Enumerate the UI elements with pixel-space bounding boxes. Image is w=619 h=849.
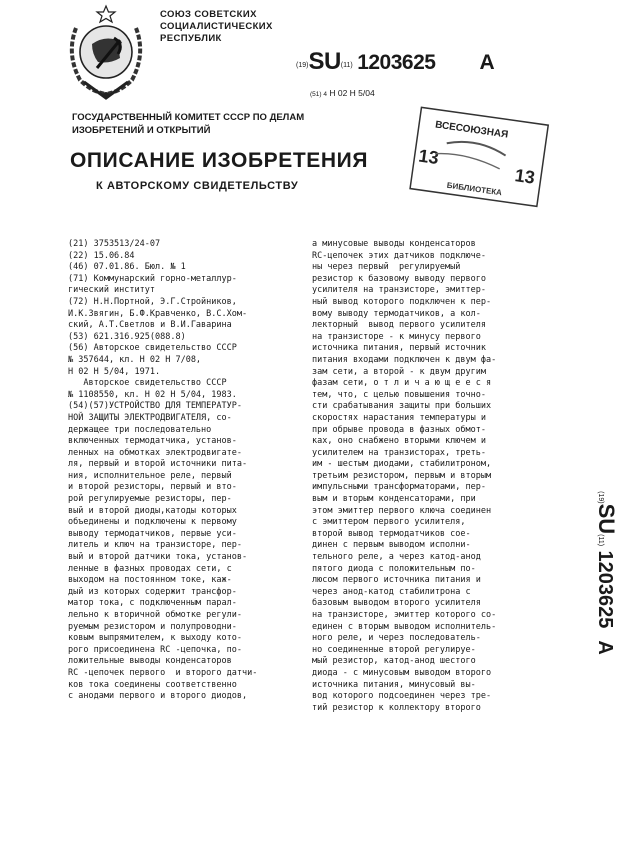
text-line: ля, первый и второй источники пита- <box>68 459 248 470</box>
text-line: (22) 15.06.84 <box>68 250 135 261</box>
text-line: мый резистор, катод-анод шестого <box>312 656 476 667</box>
text-line: фазам сети, о т л и ч а ю щ е е с я <box>312 378 492 389</box>
text-line: включенных термодатчика, установ- <box>68 436 237 447</box>
text-line: лекторный вывод первого усилителя <box>312 320 486 331</box>
bibliographic-column <box>68 239 257 703</box>
text-line: вый и второй диоды,катоды которых <box>68 505 237 516</box>
text-line: вый и второй датчики тока, установ- <box>68 552 248 563</box>
side-patent-number: 1203625 <box>593 550 616 629</box>
stamp-top-text: ВСЕСОЮЗНАЯ <box>434 119 509 141</box>
text-line: сти срабатывания защиты при больших <box>312 401 492 412</box>
text-line: ках, оно снабжено вторыми ключем и <box>312 436 486 447</box>
text-line: пятого диода с положительным по- <box>312 563 476 574</box>
text-line: гический институт <box>68 285 155 296</box>
text-line: ковым выпрямителем, к выходу кото- <box>68 633 242 644</box>
union-name: СОЮЗ СОВЕТСКИХ СОЦИАЛИСТИЧЕСКИХ РЕСПУБЛИК <box>160 9 273 44</box>
text-line: RC-цепочек этих датчиков подключе- <box>312 250 486 261</box>
text-line: ного реле, и через последователь- <box>312 633 481 644</box>
text-line: усилителя на транзисторе, эмиттер- <box>312 285 486 296</box>
claim-column <box>312 239 496 714</box>
text-line: матор тока, с подключенным парал- <box>68 598 237 609</box>
text-line: скоростях нарастания температуры и <box>312 412 486 423</box>
text-line: ния, исполнительное реле, первый <box>68 470 232 481</box>
text-line: диода - с минусовым выводом второго <box>312 667 492 678</box>
text-line: Авторское свидетельство СССР <box>68 378 227 389</box>
text-line: литель и ключ на транзисторе, пер- <box>68 540 242 551</box>
document-subtitle: К АВТОРСКОМУ СВИДЕТЕЛЬСТВУ <box>96 180 299 192</box>
text-line: динен с первым выводом исполни- <box>312 540 471 551</box>
text-line: источника питания, минусовый вы- <box>312 679 476 690</box>
ipc-value: Н 02 Н 5/04 <box>329 88 375 98</box>
text-line: тем, что, с целью повышения точно- <box>312 389 486 400</box>
text-line: ков тока соединены соответственно <box>68 679 237 690</box>
number-code: (11) <box>340 62 353 69</box>
stamp-left-digits: 13 <box>417 145 440 169</box>
text-line: зам сети, а второй - к двум другим <box>312 366 486 377</box>
text-line: а минусовые выводы конденсаторов <box>312 239 476 249</box>
library-stamp <box>405 108 555 208</box>
text-line: Н 02 Н 5/04, 1971. <box>68 366 161 377</box>
side-country-code: (19) <box>596 491 604 504</box>
text-line: второй вывод термодатчиков сое- <box>312 528 471 539</box>
text-line: руемым резистором и полупроводни- <box>68 621 237 632</box>
committee-name: ГОСУДАРСТВЕННЫЙ КОМИТЕТ СССР ПО ДЕЛАМ ИЗОБРЕТЕНИЙ И ОТКРЫТИЙ <box>72 112 305 136</box>
patent-number: 1203625 <box>357 51 436 74</box>
text-line: ложительные выводы конденсаторов <box>68 656 232 667</box>
text-line: на транзисторе, эмиттер которого со- <box>312 610 497 620</box>
text-line: выводу термодатчиков, первые уси- <box>68 528 237 539</box>
text-line: тий резистор к коллектору второго <box>312 702 481 713</box>
text-line: вым и вторым конденсаторами, при <box>312 494 476 505</box>
stamp-bottom-text: БИБЛИОТЕКА <box>446 180 503 198</box>
ipc-classification <box>310 88 375 98</box>
text-line: импульсными трансформаторами, пер- <box>312 482 486 493</box>
text-line: при обрыве провода в фазных обмот- <box>312 424 486 435</box>
side-country: SU <box>593 503 619 535</box>
text-line: питания входами подключен к двум фа- <box>312 354 497 365</box>
text-line: третьим резистором, первым и вторым <box>312 470 492 481</box>
text-line: лельно к вторичной обмотке регули- <box>68 610 242 620</box>
ipc-code: (51) 4 <box>310 91 327 98</box>
text-line: (72) Н.Н.Портной, Э.Г.Стройников, <box>68 296 237 307</box>
country: SU <box>308 48 341 75</box>
country-code: (19) <box>296 62 309 69</box>
text-line: И.К.Звягин, Б.Ф.Кравченко, В.С.Хом- <box>68 308 248 319</box>
text-line: ны через первый регулируемый <box>312 262 461 273</box>
text-line: им - шестым диодами, стабилитроном, <box>312 459 492 470</box>
text-line: ский, А.Т.Светлов и В.И.Гаварина <box>68 320 232 331</box>
text-line: дый из которых содержит трансфор- <box>68 586 237 597</box>
text-line: (53) 621.316.925(088.8) <box>68 331 186 342</box>
text-line: через анод-катод стабилитрона с <box>312 586 471 597</box>
document-title: ОПИСАНИЕ ИЗОБРЕТЕНИЯ <box>70 149 369 172</box>
text-line: ленных на обмотках электродвигате- <box>68 447 242 458</box>
text-line: но соединенные второй регулируе- <box>312 644 476 655</box>
text-line: единен с вторым выводом исполнитель- <box>312 621 497 632</box>
text-line: с анодами первого и второго диодов, <box>68 691 248 702</box>
side-kind-code: A <box>593 640 616 655</box>
side-number-code: (11) <box>596 534 604 547</box>
text-line: базовым выводом второго усилителя <box>312 598 481 609</box>
text-line: (71) Коммунарский горно-металлур- <box>68 273 237 284</box>
text-line: (56) Авторское свидетельство СССР <box>68 343 237 354</box>
text-line: источника питания, первый источник <box>312 343 486 354</box>
ussr-emblem-icon <box>62 4 150 100</box>
text-line: (54)(57)УСТРОЙСТВО ДЛЯ ТЕМПЕРАТУР- <box>68 401 242 412</box>
text-line: НОЙ ЗАЩИТЫ ЭЛЕКТРОДВИГАТЕЛЯ, со- <box>68 412 232 423</box>
text-line: этом эмиттер первого ключа соединен <box>312 505 492 516</box>
side-publication-number <box>593 491 619 655</box>
text-line: выходом на постоянном токе, каж- <box>68 575 232 586</box>
text-line: объединены и подключены к первому <box>68 517 237 528</box>
text-line: резистор к базовому выводу первого <box>312 273 486 284</box>
text-line: и второй резисторы, первый и вто- <box>68 482 237 493</box>
stamp-right-digits: 13 <box>513 165 537 188</box>
text-line: (21) 3753513/24-07 <box>68 239 161 249</box>
text-line: № 357644, кл. Н 02 Н 7/08, <box>68 354 202 365</box>
text-line: рого присоединена RC -цепочка, по- <box>68 644 242 655</box>
text-line: № 1108550, кл. Н 02 Н 5/04, 1983. <box>68 389 237 400</box>
text-line: усилителем на транзисторах, треть- <box>312 447 486 458</box>
text-line: с эмиттером первого усилителя, <box>312 517 466 528</box>
text-line: ный вывод которого подключен к пер- <box>312 296 492 307</box>
publication-number <box>296 48 495 76</box>
text-line: на транзисторе - к минусу первого <box>312 331 481 342</box>
text-line: люсом первого источника питания и <box>312 575 481 586</box>
text-line: ленные в фазных проводах сети, с <box>68 563 232 574</box>
text-line: RC -цепочек первого и второго датчи- <box>68 667 258 678</box>
text-line: тельного реле, а через катод-анод <box>312 552 481 563</box>
text-line: вому выводу термодатчиков, а кол- <box>312 308 481 319</box>
text-line: держащее три последовательно <box>68 424 212 435</box>
text-line: (46) 07.01.86. Бюл. № 1 <box>68 262 186 273</box>
text-line: рой регулируемые резисторы, пер- <box>68 494 232 505</box>
kind-code: A <box>479 51 495 74</box>
text-line: вод которого подсоединен через тре- <box>312 691 492 702</box>
